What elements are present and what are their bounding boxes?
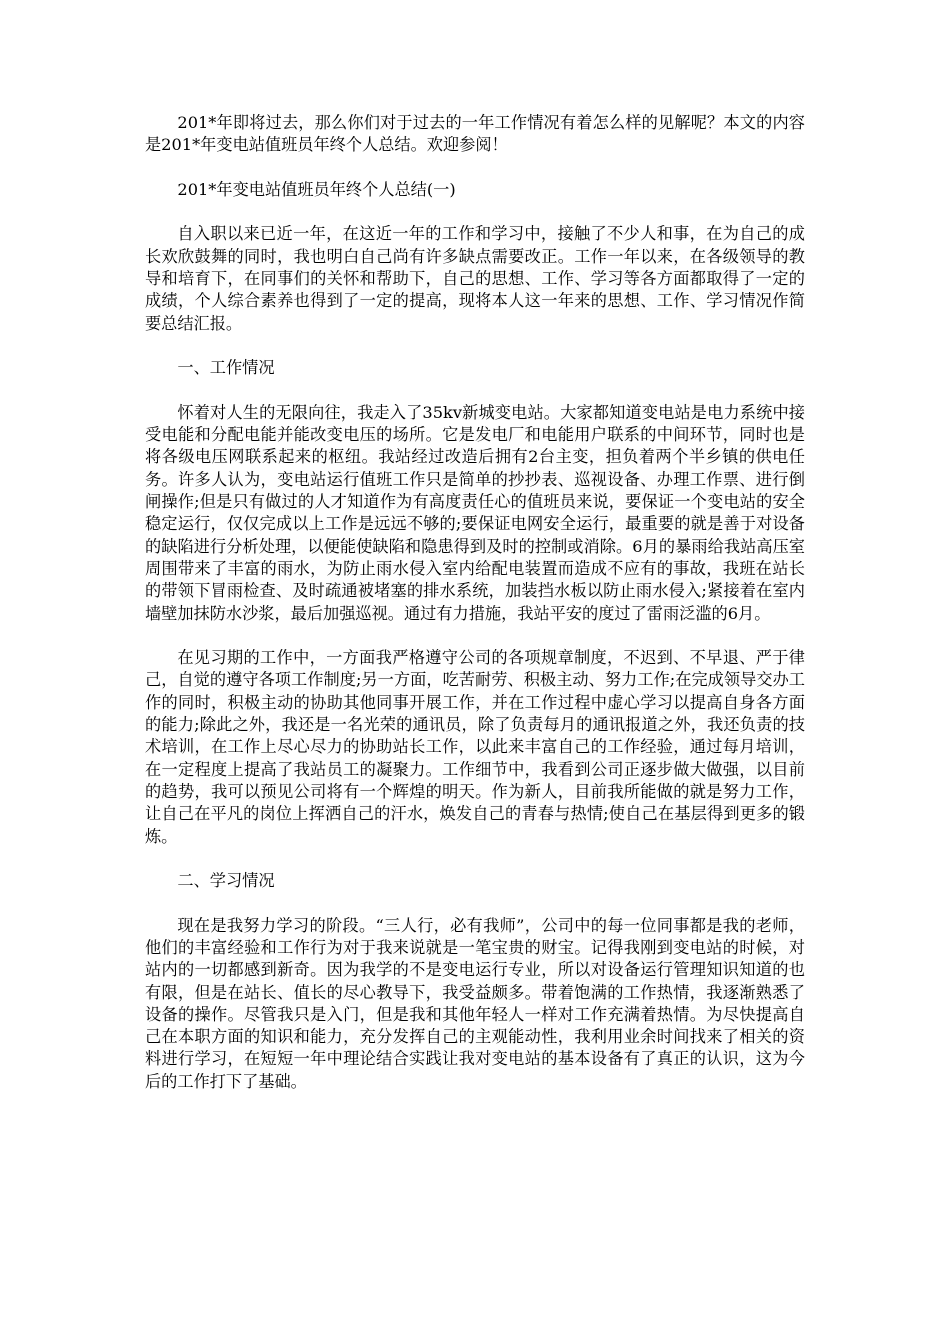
document-body — [145, 112, 805, 1115]
intro-paragraph: 201*年即将过去，那么你们对于过去的一年工作情况有着怎么样的见解呢？本文的内容是201*年变电站值班员年终个人总结。欢迎参阅！ — [145, 113, 805, 155]
opening-paragraph: 自入职以来已近一年，在这近一年的工作和学习中，接触了不少人和事，在为自己的成长欢欣鼓舞的同时，我也明白自己尚有许多缺点需要改正。工作一年以来，在各级领导的教导和培育下，在同事们的关怀和帮助下，自己的思想、工作、学习等各方面都取得了一定的成绩，个人综合素养也得到了一定的提高，现将本人这一年来的思想、工作、学习情况作简要总结汇报。 — [145, 224, 805, 333]
work-paragraph-2: 在见习期的工作中，一方面我严格遵守公司的各项规章制度，不迟到、不早退、严于律己，自觉的遵守各项工作制度;另一方面，吃苦耐劳、积极主动、努力工作;在完成领导交办工作的同时，积极主动的协助其他同事开展工作，并在工作过程中虚心学习以提高自身各方面的能力;除此之外，我还是一名光荣的通讯员，除了负责每月的通讯报道之外，我还负责的技术培训，在工作上尽心尽力的协助站长工作，以此来丰富自己的工作经验，通过每月培训，在一定程度上提高了我站员工的凝聚力。工作细节中，我看到公司正逐步做大做强，以目前的趋势，我可以预见公司将有一个辉煌的明天。作为新人，目前我所能做的就是努力工作，让自己在平凡的岗位上挥洒自己的汗水，焕发自己的青春与热情;使自己在基层得到更多的锻炼。 — [145, 648, 805, 846]
work-paragraph-1: 怀着对人生的无限向往，我走入了35kv新城变电站。大家都知道变电站是电力系统中接受电能和分配电能并能改变电压的场所。它是发电厂和电能用户联系的中间环节，同时也是将各级电压网联系起来的枢纽。我站经过改造后拥有2台主变，担负着两个半乡镇的供电任务。许多人认为，变电站运行值班工作只是简单的抄抄表、巡视设备、办理工作票、进行倒闸操作;但是只有做过的人才知道作为有高度责任心的值班员来说，要保证一个变电站的安全稳定运行，仅仅完成以上工作是远远不够的;要保证电网安全运行，最重要的就是善于对设备的缺陷进行分析处理，以便能使缺陷和隐患得到及时的控制或消除。6月的暴雨给我站高压室周围带来了丰富的雨水，为防止雨水侵入室内给配电装置而造成不应有的事故，我班在站长的带领下冒雨检查、及时疏通被堵塞的排水系统，加装挡水板以防止雨水侵入;紧接着在室内墙壁加抹防水沙浆，最后加强巡视。通过有力措施，我站平安的度过了雷雨泛滥的6月。 — [145, 402, 805, 623]
section-heading-work: 一、工作情况 — [177, 358, 275, 378]
section-heading-study: 二、学习情况 — [177, 871, 275, 891]
summary-title: 201*年变电站值班员年终个人总结(一) — [177, 179, 456, 199]
study-paragraph: 现在是我努力学习的阶段。“三人行，必有我师”，公司中的每一位同事都是我的老师，他们的丰富经验和工作行为对于我来说就是一笔宝贵的财宝。记得我刚到变电站的时候，对站内的一切都感到新奇。因为我学的不是变电运行专业，所以对设备运行管理知识知道的也有限，但是在站长、值长的尽心教导下，我受益颇多。带着饱满的工作热情，我逐渐熟悉了设备的操作。尽管我只是入门，但是我和其他年轻人一样对工作充满着热情。为尽快提高自己在本职方面的知识和能力，充分发挥自己的主观能动性，我利用业余时间找来了相关的资料进行学习，在短短一年中理论结合实践让我对变电站的基本设备有了真正的认识，这为今后的工作打下了基础。 — [145, 915, 805, 1091]
